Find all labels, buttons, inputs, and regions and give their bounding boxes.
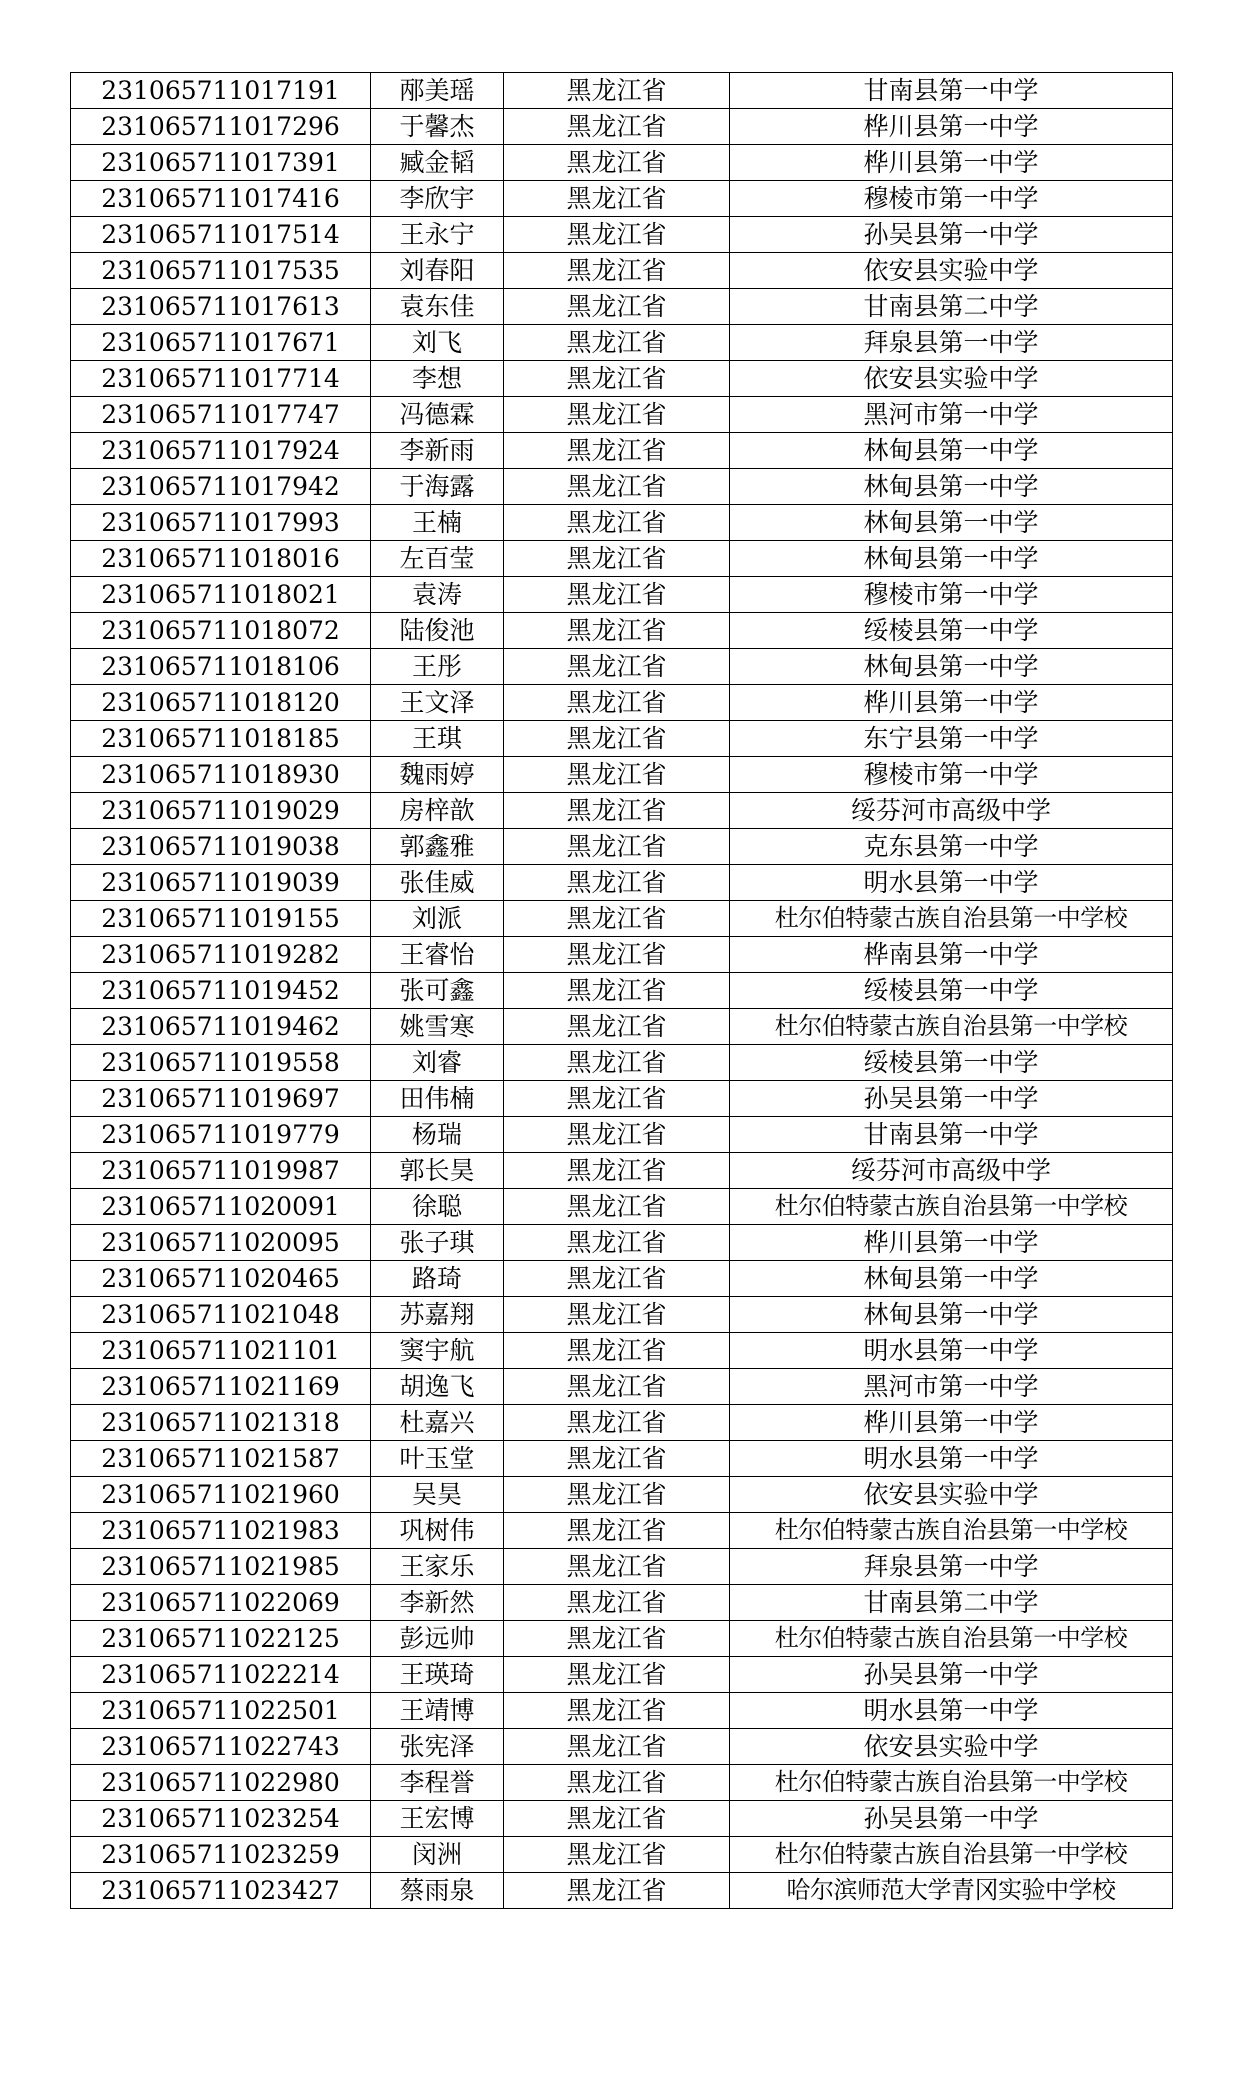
student-name-cell: 张宪泽 bbox=[371, 1729, 504, 1765]
province-cell: 黑龙江省 bbox=[504, 1729, 730, 1765]
province-cell: 黑龙江省 bbox=[504, 289, 730, 325]
student-name-cell: 房梓歆 bbox=[371, 793, 504, 829]
exam-id-cell: 231065711021101 bbox=[71, 1333, 371, 1369]
province-cell: 黑龙江省 bbox=[504, 901, 730, 937]
school-cell: 林甸县第一中学 bbox=[730, 541, 1173, 577]
table-row bbox=[71, 253, 1173, 289]
exam-id-cell: 231065711022069 bbox=[71, 1585, 371, 1621]
roster-table-body bbox=[71, 73, 1173, 1909]
table-row bbox=[71, 469, 1173, 505]
table-row bbox=[71, 325, 1173, 361]
school-cell: 杜尔伯特蒙古族自治县第一中学校 bbox=[730, 1765, 1173, 1801]
student-roster-table bbox=[70, 72, 1173, 1909]
exam-id-cell: 231065711017416 bbox=[71, 181, 371, 217]
table-row bbox=[71, 1297, 1173, 1333]
table-row bbox=[71, 433, 1173, 469]
table-row bbox=[71, 541, 1173, 577]
student-name-cell: 王宏博 bbox=[371, 1801, 504, 1837]
school-cell: 杜尔伯特蒙古族自治县第一中学校 bbox=[730, 1837, 1173, 1873]
table-row bbox=[71, 865, 1173, 901]
table-row bbox=[71, 973, 1173, 1009]
student-name-cell: 王永宁 bbox=[371, 217, 504, 253]
school-cell: 林甸县第一中学 bbox=[730, 1297, 1173, 1333]
student-name-cell: 李新雨 bbox=[371, 433, 504, 469]
province-cell: 黑龙江省 bbox=[504, 1801, 730, 1837]
exam-id-cell: 231065711017514 bbox=[71, 217, 371, 253]
student-name-cell: 张可鑫 bbox=[371, 973, 504, 1009]
student-name-cell: 李想 bbox=[371, 361, 504, 397]
exam-id-cell: 231065711018930 bbox=[71, 757, 371, 793]
student-name-cell: 刘派 bbox=[371, 901, 504, 937]
student-name-cell: 杜嘉兴 bbox=[371, 1405, 504, 1441]
province-cell: 黑龙江省 bbox=[504, 361, 730, 397]
school-cell: 绥棱县第一中学 bbox=[730, 613, 1173, 649]
table-row bbox=[71, 1369, 1173, 1405]
school-cell: 依安县实验中学 bbox=[730, 361, 1173, 397]
school-cell: 哈尔滨师范大学青冈实验中学校 bbox=[730, 1873, 1173, 1909]
school-cell: 明水县第一中学 bbox=[730, 1441, 1173, 1477]
school-cell: 甘南县第一中学 bbox=[730, 73, 1173, 109]
exam-id-cell: 231065711017671 bbox=[71, 325, 371, 361]
school-cell: 明水县第一中学 bbox=[730, 1333, 1173, 1369]
exam-id-cell: 231065711019779 bbox=[71, 1117, 371, 1153]
student-name-cell: 臧金韬 bbox=[371, 145, 504, 181]
table-row bbox=[71, 793, 1173, 829]
school-cell: 黑河市第一中学 bbox=[730, 1369, 1173, 1405]
school-cell: 明水县第一中学 bbox=[730, 865, 1173, 901]
table-row bbox=[71, 577, 1173, 613]
exam-id-cell: 231065711021318 bbox=[71, 1405, 371, 1441]
student-name-cell: 杨瑞 bbox=[371, 1117, 504, 1153]
school-cell: 甘南县第一中学 bbox=[730, 1117, 1173, 1153]
school-cell: 孙吴县第一中学 bbox=[730, 1801, 1173, 1837]
school-cell: 杜尔伯特蒙古族自治县第一中学校 bbox=[730, 1189, 1173, 1225]
school-cell: 桦川县第一中学 bbox=[730, 685, 1173, 721]
student-name-cell: 王琪 bbox=[371, 721, 504, 757]
table-row bbox=[71, 1801, 1173, 1837]
province-cell: 黑龙江省 bbox=[504, 1621, 730, 1657]
table-row bbox=[71, 1657, 1173, 1693]
student-name-cell: 袁涛 bbox=[371, 577, 504, 613]
student-name-cell: 陆俊池 bbox=[371, 613, 504, 649]
school-cell: 林甸县第一中学 bbox=[730, 505, 1173, 541]
school-cell: 桦川县第一中学 bbox=[730, 109, 1173, 145]
exam-id-cell: 231065711017391 bbox=[71, 145, 371, 181]
school-cell: 明水县第一中学 bbox=[730, 1693, 1173, 1729]
exam-id-cell: 231065711021587 bbox=[71, 1441, 371, 1477]
exam-id-cell: 231065711023254 bbox=[71, 1801, 371, 1837]
province-cell: 黑龙江省 bbox=[504, 1369, 730, 1405]
student-name-cell: 王睿怡 bbox=[371, 937, 504, 973]
student-name-cell: 路琦 bbox=[371, 1261, 504, 1297]
exam-id-cell: 231065711018106 bbox=[71, 649, 371, 685]
table-row bbox=[71, 1765, 1173, 1801]
table-row bbox=[71, 937, 1173, 973]
province-cell: 黑龙江省 bbox=[504, 829, 730, 865]
province-cell: 黑龙江省 bbox=[504, 1693, 730, 1729]
school-cell: 黑河市第一中学 bbox=[730, 397, 1173, 433]
table-row bbox=[71, 1513, 1173, 1549]
school-cell: 桦川县第一中学 bbox=[730, 145, 1173, 181]
exam-id-cell: 231065711018016 bbox=[71, 541, 371, 577]
province-cell: 黑龙江省 bbox=[504, 1873, 730, 1909]
school-cell: 拜泉县第一中学 bbox=[730, 1549, 1173, 1585]
student-name-cell: 吴昊 bbox=[371, 1477, 504, 1513]
province-cell: 黑龙江省 bbox=[504, 1117, 730, 1153]
table-row bbox=[71, 109, 1173, 145]
exam-id-cell: 231065711021048 bbox=[71, 1297, 371, 1333]
school-cell: 孙吴县第一中学 bbox=[730, 217, 1173, 253]
province-cell: 黑龙江省 bbox=[504, 1549, 730, 1585]
exam-id-cell: 231065711019155 bbox=[71, 901, 371, 937]
table-row bbox=[71, 1873, 1173, 1909]
school-cell: 林甸县第一中学 bbox=[730, 433, 1173, 469]
province-cell: 黑龙江省 bbox=[504, 1045, 730, 1081]
table-row bbox=[71, 757, 1173, 793]
exam-id-cell: 231065711019038 bbox=[71, 829, 371, 865]
exam-id-cell: 231065711022501 bbox=[71, 1693, 371, 1729]
student-name-cell: 刘飞 bbox=[371, 325, 504, 361]
exam-id-cell: 231065711018185 bbox=[71, 721, 371, 757]
province-cell: 黑龙江省 bbox=[504, 1189, 730, 1225]
school-cell: 杜尔伯特蒙古族自治县第一中学校 bbox=[730, 1513, 1173, 1549]
table-row bbox=[71, 1693, 1173, 1729]
exam-id-cell: 231065711021985 bbox=[71, 1549, 371, 1585]
province-cell: 黑龙江省 bbox=[504, 73, 730, 109]
student-name-cell: 王瑛琦 bbox=[371, 1657, 504, 1693]
student-name-cell: 郭长昊 bbox=[371, 1153, 504, 1189]
school-cell: 绥芬河市高级中学 bbox=[730, 1153, 1173, 1189]
province-cell: 黑龙江省 bbox=[504, 1657, 730, 1693]
student-name-cell: 张佳威 bbox=[371, 865, 504, 901]
student-name-cell: 胡逸飞 bbox=[371, 1369, 504, 1405]
student-name-cell: 闵洲 bbox=[371, 1837, 504, 1873]
table-row bbox=[71, 1405, 1173, 1441]
table-row bbox=[71, 721, 1173, 757]
province-cell: 黑龙江省 bbox=[504, 1441, 730, 1477]
exam-id-cell: 231065711017747 bbox=[71, 397, 371, 433]
table-row bbox=[71, 73, 1173, 109]
student-name-cell: 魏雨婷 bbox=[371, 757, 504, 793]
school-cell: 杜尔伯特蒙古族自治县第一中学校 bbox=[730, 901, 1173, 937]
table-row bbox=[71, 361, 1173, 397]
exam-id-cell: 231065711019558 bbox=[71, 1045, 371, 1081]
school-cell: 甘南县第二中学 bbox=[730, 1585, 1173, 1621]
exam-id-cell: 231065711018072 bbox=[71, 613, 371, 649]
table-row bbox=[71, 1153, 1173, 1189]
school-cell: 东宁县第一中学 bbox=[730, 721, 1173, 757]
student-name-cell: 徐聪 bbox=[371, 1189, 504, 1225]
exam-id-cell: 231065711017942 bbox=[71, 469, 371, 505]
province-cell: 黑龙江省 bbox=[504, 541, 730, 577]
table-row bbox=[71, 1081, 1173, 1117]
province-cell: 黑龙江省 bbox=[504, 1585, 730, 1621]
province-cell: 黑龙江省 bbox=[504, 217, 730, 253]
province-cell: 黑龙江省 bbox=[504, 433, 730, 469]
student-name-cell: 叶玉堂 bbox=[371, 1441, 504, 1477]
student-name-cell: 王楠 bbox=[371, 505, 504, 541]
school-cell: 甘南县第二中学 bbox=[730, 289, 1173, 325]
province-cell: 黑龙江省 bbox=[504, 793, 730, 829]
table-row bbox=[71, 1189, 1173, 1225]
table-row bbox=[71, 181, 1173, 217]
province-cell: 黑龙江省 bbox=[504, 973, 730, 1009]
school-cell: 桦川县第一中学 bbox=[730, 1225, 1173, 1261]
student-name-cell: 苏嘉翔 bbox=[371, 1297, 504, 1333]
table-row bbox=[71, 1225, 1173, 1261]
exam-id-cell: 231065711017535 bbox=[71, 253, 371, 289]
school-cell: 拜泉县第一中学 bbox=[730, 325, 1173, 361]
province-cell: 黑龙江省 bbox=[504, 1837, 730, 1873]
exam-id-cell: 231065711018120 bbox=[71, 685, 371, 721]
table-row bbox=[71, 1261, 1173, 1297]
exam-id-cell: 231065711019697 bbox=[71, 1081, 371, 1117]
exam-id-cell: 231065711023427 bbox=[71, 1873, 371, 1909]
table-row bbox=[71, 1441, 1173, 1477]
school-cell: 杜尔伯特蒙古族自治县第一中学校 bbox=[730, 1621, 1173, 1657]
exam-id-cell: 231065711019452 bbox=[71, 973, 371, 1009]
exam-id-cell: 231065711020465 bbox=[71, 1261, 371, 1297]
student-name-cell: 彭远帅 bbox=[371, 1621, 504, 1657]
exam-id-cell: 231065711017924 bbox=[71, 433, 371, 469]
student-name-cell: 袁东佳 bbox=[371, 289, 504, 325]
school-cell: 依安县实验中学 bbox=[730, 1477, 1173, 1513]
province-cell: 黑龙江省 bbox=[504, 325, 730, 361]
student-name-cell: 李欣宇 bbox=[371, 181, 504, 217]
exam-id-cell: 231065711018021 bbox=[71, 577, 371, 613]
student-name-cell: 田伟楠 bbox=[371, 1081, 504, 1117]
student-name-cell: 蔡雨泉 bbox=[371, 1873, 504, 1909]
exam-id-cell: 231065711019029 bbox=[71, 793, 371, 829]
province-cell: 黑龙江省 bbox=[504, 685, 730, 721]
school-cell: 桦南县第一中学 bbox=[730, 937, 1173, 973]
exam-id-cell: 231065711017191 bbox=[71, 73, 371, 109]
exam-id-cell: 231065711017613 bbox=[71, 289, 371, 325]
student-name-cell: 冯德霖 bbox=[371, 397, 504, 433]
school-cell: 林甸县第一中学 bbox=[730, 649, 1173, 685]
province-cell: 黑龙江省 bbox=[504, 145, 730, 181]
exam-id-cell: 231065711023259 bbox=[71, 1837, 371, 1873]
table-row bbox=[71, 145, 1173, 181]
exam-id-cell: 231065711022743 bbox=[71, 1729, 371, 1765]
province-cell: 黑龙江省 bbox=[504, 1333, 730, 1369]
exam-id-cell: 231065711019987 bbox=[71, 1153, 371, 1189]
exam-id-cell: 231065711020091 bbox=[71, 1189, 371, 1225]
school-cell: 林甸县第一中学 bbox=[730, 1261, 1173, 1297]
table-row bbox=[71, 1837, 1173, 1873]
school-cell: 克东县第一中学 bbox=[730, 829, 1173, 865]
province-cell: 黑龙江省 bbox=[504, 1405, 730, 1441]
table-row bbox=[71, 649, 1173, 685]
exam-id-cell: 231065711022125 bbox=[71, 1621, 371, 1657]
table-row bbox=[71, 1333, 1173, 1369]
province-cell: 黑龙江省 bbox=[504, 1153, 730, 1189]
student-name-cell: 李程誉 bbox=[371, 1765, 504, 1801]
exam-id-cell: 231065711017714 bbox=[71, 361, 371, 397]
province-cell: 黑龙江省 bbox=[504, 757, 730, 793]
table-row bbox=[71, 613, 1173, 649]
table-row bbox=[71, 829, 1173, 865]
province-cell: 黑龙江省 bbox=[504, 109, 730, 145]
exam-id-cell: 231065711020095 bbox=[71, 1225, 371, 1261]
table-row bbox=[71, 397, 1173, 433]
table-row bbox=[71, 1729, 1173, 1765]
province-cell: 黑龙江省 bbox=[504, 253, 730, 289]
student-name-cell: 张子琪 bbox=[371, 1225, 504, 1261]
student-name-cell: 于海露 bbox=[371, 469, 504, 505]
school-cell: 桦川县第一中学 bbox=[730, 1405, 1173, 1441]
student-name-cell: 郭鑫雅 bbox=[371, 829, 504, 865]
table-row bbox=[71, 1621, 1173, 1657]
province-cell: 黑龙江省 bbox=[504, 1513, 730, 1549]
school-cell: 依安县实验中学 bbox=[730, 253, 1173, 289]
table-row bbox=[71, 901, 1173, 937]
student-name-cell: 于馨杰 bbox=[371, 109, 504, 145]
school-cell: 穆棱市第一中学 bbox=[730, 757, 1173, 793]
province-cell: 黑龙江省 bbox=[504, 1477, 730, 1513]
exam-id-cell: 231065711022980 bbox=[71, 1765, 371, 1801]
table-row bbox=[71, 685, 1173, 721]
school-cell: 穆棱市第一中学 bbox=[730, 577, 1173, 613]
exam-id-cell: 231065711019462 bbox=[71, 1009, 371, 1045]
table-row bbox=[71, 1009, 1173, 1045]
table-row bbox=[71, 1477, 1173, 1513]
exam-id-cell: 231065711022214 bbox=[71, 1657, 371, 1693]
exam-id-cell: 231065711021169 bbox=[71, 1369, 371, 1405]
school-cell: 林甸县第一中学 bbox=[730, 469, 1173, 505]
student-name-cell: 窦宇航 bbox=[371, 1333, 504, 1369]
province-cell: 黑龙江省 bbox=[504, 613, 730, 649]
student-name-cell: 王彤 bbox=[371, 649, 504, 685]
school-cell: 绥芬河市高级中学 bbox=[730, 793, 1173, 829]
table-row bbox=[71, 1585, 1173, 1621]
school-cell: 依安县实验中学 bbox=[730, 1729, 1173, 1765]
student-name-cell: 王家乐 bbox=[371, 1549, 504, 1585]
province-cell: 黑龙江省 bbox=[504, 577, 730, 613]
province-cell: 黑龙江省 bbox=[504, 397, 730, 433]
table-row bbox=[71, 289, 1173, 325]
student-name-cell: 姚雪寒 bbox=[371, 1009, 504, 1045]
student-name-cell: 巩树伟 bbox=[371, 1513, 504, 1549]
student-name-cell: 李新然 bbox=[371, 1585, 504, 1621]
school-cell: 绥棱县第一中学 bbox=[730, 973, 1173, 1009]
province-cell: 黑龙江省 bbox=[504, 469, 730, 505]
province-cell: 黑龙江省 bbox=[504, 1225, 730, 1261]
student-name-cell: 王文泽 bbox=[371, 685, 504, 721]
school-cell: 穆棱市第一中学 bbox=[730, 181, 1173, 217]
province-cell: 黑龙江省 bbox=[504, 505, 730, 541]
exam-id-cell: 231065711021960 bbox=[71, 1477, 371, 1513]
table-row bbox=[71, 1549, 1173, 1585]
exam-id-cell: 231065711017296 bbox=[71, 109, 371, 145]
province-cell: 黑龙江省 bbox=[504, 937, 730, 973]
province-cell: 黑龙江省 bbox=[504, 1297, 730, 1333]
student-name-cell: 刘睿 bbox=[371, 1045, 504, 1081]
student-name-cell: 王靖博 bbox=[371, 1693, 504, 1729]
school-cell: 孙吴县第一中学 bbox=[730, 1081, 1173, 1117]
school-cell: 绥棱县第一中学 bbox=[730, 1045, 1173, 1081]
province-cell: 黑龙江省 bbox=[504, 1765, 730, 1801]
table-row bbox=[71, 505, 1173, 541]
student-name-cell: 邴美瑶 bbox=[371, 73, 504, 109]
exam-id-cell: 231065711019039 bbox=[71, 865, 371, 901]
table-row bbox=[71, 1045, 1173, 1081]
school-cell: 孙吴县第一中学 bbox=[730, 1657, 1173, 1693]
table-row bbox=[71, 1117, 1173, 1153]
exam-id-cell: 231065711017993 bbox=[71, 505, 371, 541]
province-cell: 黑龙江省 bbox=[504, 1009, 730, 1045]
province-cell: 黑龙江省 bbox=[504, 1081, 730, 1117]
province-cell: 黑龙江省 bbox=[504, 865, 730, 901]
student-name-cell: 刘春阳 bbox=[371, 253, 504, 289]
province-cell: 黑龙江省 bbox=[504, 181, 730, 217]
province-cell: 黑龙江省 bbox=[504, 649, 730, 685]
school-cell: 杜尔伯特蒙古族自治县第一中学校 bbox=[730, 1009, 1173, 1045]
table-row bbox=[71, 217, 1173, 253]
province-cell: 黑龙江省 bbox=[504, 721, 730, 757]
exam-id-cell: 231065711019282 bbox=[71, 937, 371, 973]
province-cell: 黑龙江省 bbox=[504, 1261, 730, 1297]
student-name-cell: 左百莹 bbox=[371, 541, 504, 577]
exam-id-cell: 231065711021983 bbox=[71, 1513, 371, 1549]
